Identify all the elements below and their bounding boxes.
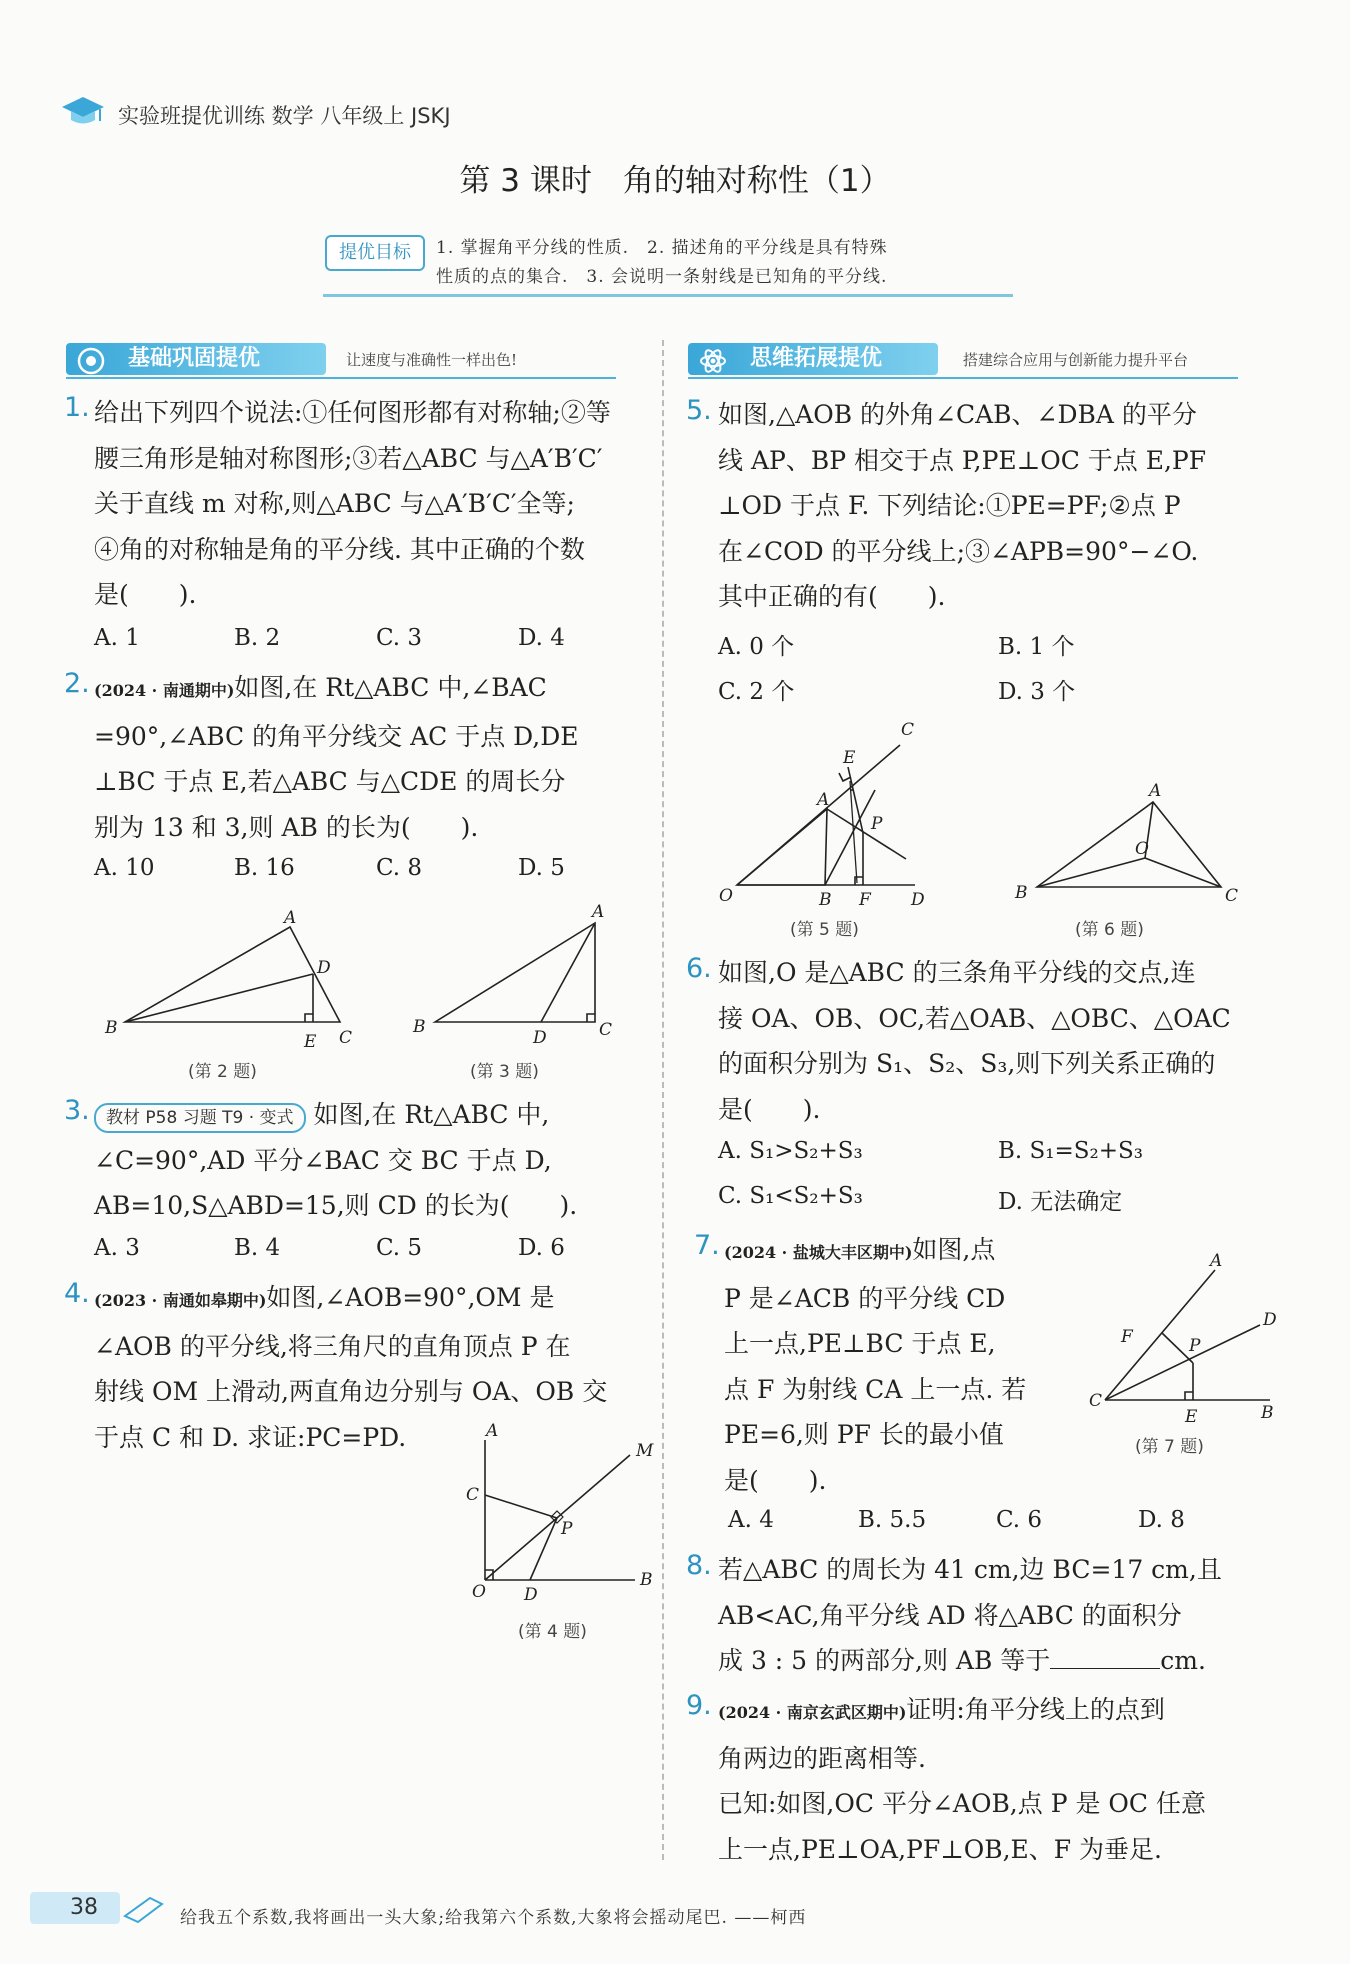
fig7-label: A xyxy=(1210,1251,1223,1271)
q8-line: AB<AC,角平分线 AD 将△ABC 的面积分 xyxy=(718,1600,1182,1630)
q3-options xyxy=(94,1235,654,1265)
q2-text xyxy=(94,665,654,850)
fig5-label: A xyxy=(817,790,830,810)
q7-line: 是( ). xyxy=(724,1465,827,1495)
q1-line: ④角的对称轴是角的平分线. 其中正确的个数 xyxy=(94,534,585,564)
q7-number: 7. xyxy=(694,1230,720,1261)
goal-text xyxy=(436,234,1006,292)
q5-line: ⊥OD 于点 F. 下列结论:①PE=PF;②点 P xyxy=(718,491,1181,520)
q6-caption: (第 6 题) xyxy=(1075,920,1144,940)
q1-line: 关于直线 m 对称,则△ABC 与△A′B′C′全等; xyxy=(94,489,575,518)
fig2-label: A xyxy=(284,908,297,928)
q6-line: 的面积分别为 S₁、S₂、S₃,则下列关系正确的 xyxy=(718,1049,1216,1078)
q6-line: 如图,O 是△ABC 的三条角平分线的交点,连 xyxy=(718,958,1196,987)
q9-text xyxy=(718,1687,1278,1872)
fig6-label: A xyxy=(1149,781,1162,801)
page-number-badge-icon xyxy=(30,1888,170,1928)
q7-line: 上一点,PE⊥BC 于点 E, xyxy=(724,1329,996,1358)
q7-option-c[interactable]: C. 6 xyxy=(996,1507,1043,1533)
q5-option-d[interactable]: D. 3 个 xyxy=(998,679,1076,705)
fig3-label: A xyxy=(592,902,605,922)
q3-option-c[interactable]: C. 5 xyxy=(376,1235,423,1261)
footer-quote: 给我五个系数,我将画出一头大象;给我第六个系数,大象将会摇动尾巴. ——柯西 xyxy=(180,1908,807,1928)
q1-options xyxy=(94,625,654,655)
q9-line: 上一点,PE⊥OA,PF⊥OB,E、F 为垂足. xyxy=(718,1834,1163,1864)
left-section-banner xyxy=(66,343,616,379)
q1-text xyxy=(94,390,654,618)
fig2-label: E xyxy=(304,1032,317,1052)
fig7-label: B xyxy=(1261,1403,1274,1423)
q6-line: 是( ). xyxy=(718,1094,821,1124)
figure-q5 xyxy=(715,715,965,910)
goal-line-1: 1. 掌握角平分线的性质. 2. 描述角的平分线是具有特殊 xyxy=(436,238,888,258)
q3-caption: (第 3 题) xyxy=(470,1062,539,1082)
goal-line-2: 性质的点的集合. 3. 会说明一条射线是已知角的平分线. xyxy=(436,267,888,287)
q7-line: 点 F 为射线 CA 上一点. 若 xyxy=(724,1374,1027,1404)
q1-option-d[interactable]: D. 4 xyxy=(518,625,565,651)
graduation-cap-icon xyxy=(60,95,106,129)
q6-text xyxy=(718,950,1278,1132)
q3-text xyxy=(94,1092,654,1229)
q7-option-b[interactable]: B. 5.5 xyxy=(858,1507,927,1533)
figure-q2 xyxy=(95,905,365,1055)
fig4-label: P xyxy=(561,1519,573,1539)
right-section-title: 思维拓展提优 xyxy=(688,343,938,375)
fig5-label: P xyxy=(871,814,883,834)
q1-option-b[interactable]: B. 2 xyxy=(234,625,281,651)
fig6-label: O xyxy=(1135,839,1149,859)
q8-line: 成 3 : 5 的两部分,则 AB 等于 xyxy=(718,1646,1051,1675)
fig5-label: C xyxy=(901,720,915,740)
right-section-subtitle: 搭建综合应用与创新能力提升平台 xyxy=(963,351,1189,369)
q4-line: 如图,∠AOB=90°,OM 是 xyxy=(266,1283,555,1312)
q5-number: 5. xyxy=(686,395,712,426)
q6-line: 接 OA、OB、OC,若△OAB、△OBC、△OAC xyxy=(718,1003,1231,1033)
q7-line: P 是∠ACB 的平分线 CD xyxy=(724,1283,1006,1313)
fig4-label: B xyxy=(640,1570,653,1590)
right-section-banner xyxy=(688,343,1238,379)
fig5-label: E xyxy=(843,748,856,768)
q4-source: (2023 · 南通如皋期中) xyxy=(94,1291,267,1310)
figure-q4 xyxy=(460,1420,660,1605)
q4-line: 于点 C 和 D. 求证:PC=PD. xyxy=(94,1422,407,1452)
q3-line: AB=10,S△ABD=15,则 CD 的长为( ). xyxy=(94,1191,578,1220)
q2-option-a[interactable]: A. 10 xyxy=(94,855,155,881)
fig3-label: C xyxy=(599,1020,613,1040)
q2-line: =90°,∠ABC 的角平分线交 AC 于点 D,DE xyxy=(94,721,579,751)
left-section-subtitle: 让速度与准确性一样出色! xyxy=(346,351,518,369)
q5-option-c[interactable]: C. 2 个 xyxy=(718,679,795,705)
q1-option-a[interactable]: A. 1 xyxy=(94,625,140,651)
q4-line: 射线 OM 上滑动,两直角边分别与 OA、OB 交 xyxy=(94,1377,608,1406)
page-number: 38 xyxy=(70,1895,98,1920)
q5-line: 其中正确的有( ). xyxy=(718,582,946,611)
figure-q7 xyxy=(1085,1250,1285,1430)
q3-textbook-tag: 教材 P58 习题 T9 · 变式 xyxy=(94,1103,306,1133)
q7-options xyxy=(728,1507,1288,1537)
q2-line: 别为 13 和 3,则 AB 的长为( ). xyxy=(94,812,479,842)
q1-line: 腰三角形是轴对称图形;③若△ABC 与△A′B′C′ xyxy=(94,443,603,473)
q2-source: (2024 · 南通期中) xyxy=(94,681,235,700)
q8-text xyxy=(718,1547,1278,1684)
q1-line: 是( ). xyxy=(94,580,197,609)
q4-caption: (第 4 题) xyxy=(518,1622,587,1642)
fig6-label: C xyxy=(1225,886,1239,906)
q8-number: 8. xyxy=(686,1550,712,1581)
q1-option-c[interactable]: C. 3 xyxy=(376,625,423,651)
q3-line: ∠C=90°,AD 平分∠BAC 交 BC 于点 D, xyxy=(94,1145,552,1175)
fig5-label: O xyxy=(719,886,733,906)
fig2-label: B xyxy=(105,1018,118,1038)
fig5-label: D xyxy=(911,890,925,910)
q5-line: 在∠COD 的平分线上;③∠APB=90°−∠O. xyxy=(718,536,1199,566)
left-section-title: 基础巩固提优 xyxy=(66,343,326,375)
q4-line: ∠AOB 的平分线,将三角尺的直角顶点 P 在 xyxy=(94,1331,571,1361)
target-icon xyxy=(76,346,106,376)
fig4-label: A xyxy=(486,1421,499,1441)
fig7-label: P xyxy=(1189,1336,1201,1356)
fig4-label: M xyxy=(636,1441,654,1461)
q2-option-b[interactable]: B. 16 xyxy=(234,855,295,881)
column-divider xyxy=(662,340,664,1860)
q2-option-c[interactable]: C. 8 xyxy=(376,855,423,881)
q2-caption: (第 2 题) xyxy=(188,1062,257,1082)
q2-options xyxy=(94,855,654,885)
q7-option-d[interactable]: D. 8 xyxy=(1138,1507,1185,1533)
q6-number: 6. xyxy=(686,953,712,984)
q8-answer-blank[interactable] xyxy=(1050,1644,1160,1669)
q9-line: 已知:如图,OC 平分∠AOB,点 P 是 OC 任意 xyxy=(718,1789,1206,1818)
figure-q6 xyxy=(1005,780,1245,910)
q7-line: PE=6,则 PF 长的最小值 xyxy=(724,1420,1004,1449)
q5-caption: (第 5 题) xyxy=(790,920,859,940)
q9-number: 9. xyxy=(686,1690,712,1721)
q6-option-a[interactable]: A. S₁>S₂+S₃ xyxy=(718,1138,863,1164)
q3-option-b[interactable]: B. 4 xyxy=(234,1235,281,1261)
fig3-label: B xyxy=(413,1017,426,1037)
q7-option-a[interactable]: A. 4 xyxy=(728,1507,774,1533)
q7-text xyxy=(724,1227,1094,1503)
q3-line: 如图,在 Rt△ABC 中, xyxy=(313,1100,550,1129)
q6-option-b[interactable]: B. S₁=S₂+S₃ xyxy=(998,1138,1143,1164)
q2-number: 2. xyxy=(64,668,90,699)
figure-q3 xyxy=(405,895,635,1055)
q1-line: 给出下列四个说法:①任何图形都有对称轴;②等 xyxy=(94,398,611,427)
fig2-label: D xyxy=(317,958,331,978)
fig7-label: F xyxy=(1121,1327,1133,1347)
q2-line: ⊥BC 于点 E,若△ABC 与△CDE 的周长分 xyxy=(94,767,566,796)
q7-line: 如图,点 xyxy=(912,1235,996,1264)
fig5-label: F xyxy=(859,890,871,910)
q6-options xyxy=(718,1138,1278,1213)
fig4-label: D xyxy=(524,1585,538,1605)
q3-option-d[interactable]: D. 6 xyxy=(518,1235,565,1261)
q5-line: 如图,△AOB 的外角∠CAB、∠DBA 的平分 xyxy=(718,400,1197,429)
goal-label: 提优目标 xyxy=(325,235,425,271)
q6-option-c[interactable]: C. S₁<S₂+S₃ xyxy=(718,1183,863,1209)
q7-caption: (第 7 题) xyxy=(1135,1437,1204,1457)
fig6-label: B xyxy=(1015,883,1028,903)
q6-option-d[interactable]: D. 无法确定 xyxy=(998,1189,1123,1215)
fig2-label: C xyxy=(339,1028,353,1048)
atom-icon xyxy=(698,346,728,376)
q5-option-b[interactable]: B. 1 个 xyxy=(998,634,1075,660)
fig4-label: C xyxy=(466,1485,480,1505)
q5-text xyxy=(718,392,1278,620)
q4-number: 4. xyxy=(64,1278,90,1309)
fig4-label: O xyxy=(472,1582,486,1602)
fig5-label: B xyxy=(819,890,832,910)
q3-number: 3. xyxy=(64,1095,90,1126)
q7-source: (2024 · 盐城大丰区期中) xyxy=(724,1243,913,1262)
q9-source: (2024 · 南京玄武区期中) xyxy=(718,1703,907,1722)
q5-line: 线 AP、BP 相交于点 P,PE⊥OC 于点 E,PF xyxy=(718,445,1207,475)
q8-unit: cm. xyxy=(1160,1646,1206,1675)
fig7-label: D xyxy=(1263,1310,1277,1330)
q5-option-a[interactable]: A. 0 个 xyxy=(718,634,795,660)
q8-line: 若△ABC 的周长为 41 cm,边 BC=17 cm,且 xyxy=(718,1555,1222,1584)
q3-option-a[interactable]: A. 3 xyxy=(94,1235,140,1261)
q2-line: 如图,在 Rt△ABC 中,∠BAC xyxy=(234,673,547,702)
q2-option-d[interactable]: D. 5 xyxy=(518,855,565,881)
fig7-label: C xyxy=(1089,1391,1103,1411)
q9-line: 角两边的距离相等. xyxy=(718,1743,926,1773)
fig7-label: E xyxy=(1185,1407,1198,1427)
q1-number: 1. xyxy=(64,392,90,423)
q5-options xyxy=(718,628,1278,703)
fig3-label: D xyxy=(533,1028,547,1048)
book-header: 实验班提优训练 数学 八年级上 JSKJ xyxy=(118,104,451,128)
page-title: 第 3 课时 角的轴对称性（1） xyxy=(459,163,891,199)
q9-line: 证明:角平分线上的点到 xyxy=(906,1695,1165,1724)
